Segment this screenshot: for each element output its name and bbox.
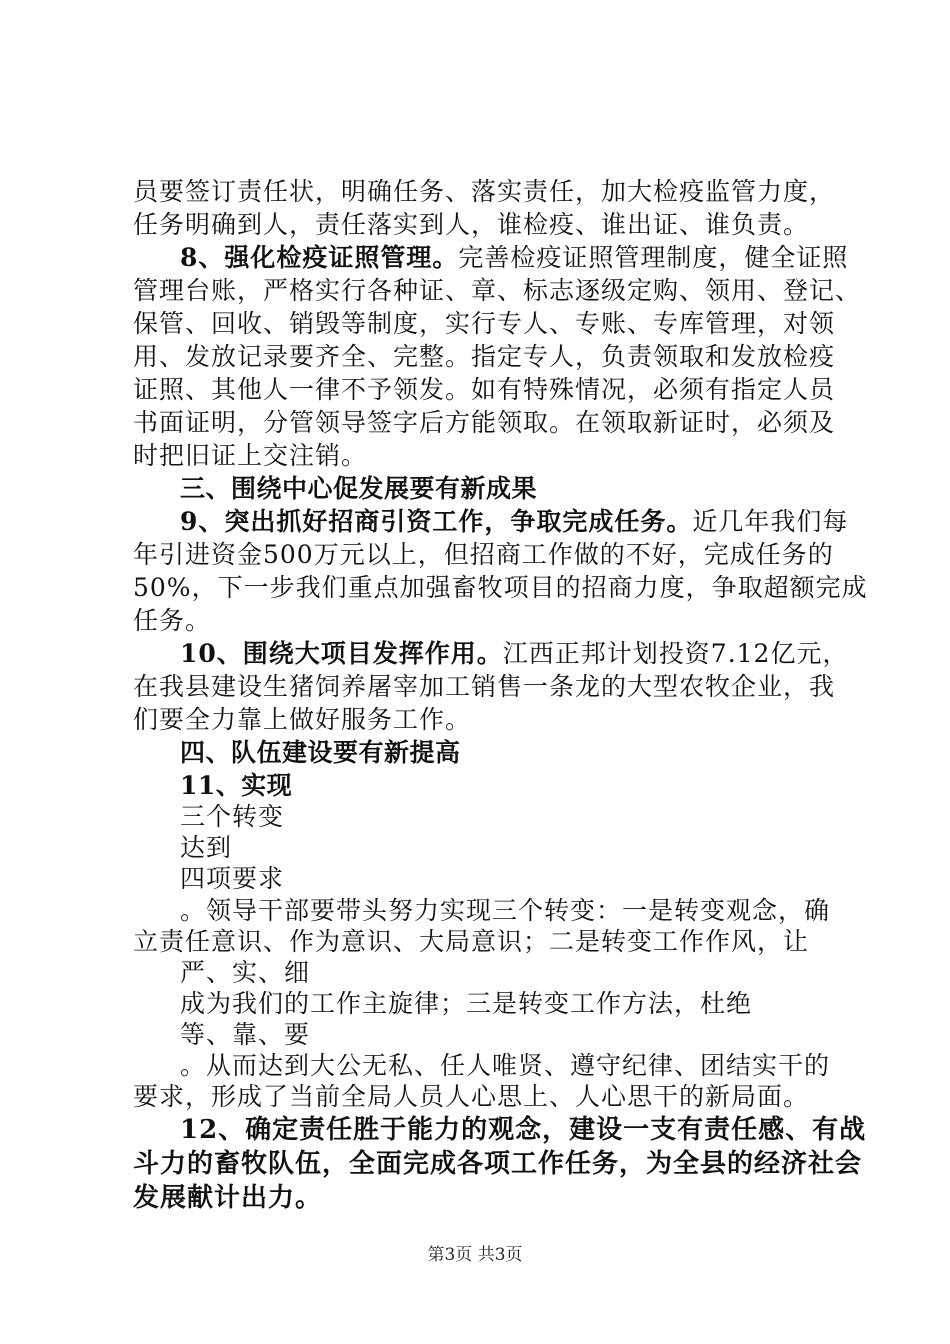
item-12-line: 12、确定责任胜于能力的观念，建设一支有责任感、有战 [180,1115,867,1145]
text-line: 证照、其他人一律不予领发。如有特殊情况，必须有指定人员 [133,375,836,404]
item-10-title: 10、围绕大项目发挥作用。 [180,639,503,668]
text-line: 50%，下一步我们重点加强畜牧项目的招商力度，争取超额完成 [133,573,868,602]
paragraph-9-start [180,506,848,538]
paragraph-10-start [180,638,848,670]
text-line: 立责任意识、作为意识、大局意识；二是转变工作作风，让 [133,927,810,956]
text-fragment: 三个转变 [180,802,285,831]
text-fragment: 等、靠、要 [180,1020,311,1049]
text-line: 任务。 [133,606,212,635]
text-line: 要求，形成了当前全局人员人心思上、人心思干的新局面。 [133,1082,810,1111]
item-11-title: 11、实现 [180,771,293,800]
text-line: 成为我们的工作主旋律；三是转变工作方法，杜绝 [180,989,753,1018]
item-8-title: 8、强化检疫证照管理。 [180,243,459,272]
text-line: 书面证明，分管领导签字后方能领取。在领取新证时，必须及 [133,408,836,437]
paragraph-8-start [180,242,848,274]
text-fragment: 严、实、细 [180,958,311,987]
section-heading-4: 四、队伍建设要有新提高 [180,738,461,767]
page-footer: 第3页 共3页 [427,1245,523,1265]
text-fragment: 四项要求 [180,864,285,893]
item-12-line: 发展献计出力。 [133,1183,323,1213]
item-12-line: 斗力的畜牧队伍，全面完成各项工作任务，为全县的经济社会 [133,1149,863,1179]
text-line: 在我县建设生猪饲养屠宰加工销售一条龙的大型农牧企业，我 [133,672,836,701]
item-9-text: 近几年我们每 [692,507,849,536]
item-9-title: 9、突出抓好招商引资工作，争取完成任务。 [180,507,693,536]
item-10-text: 江西正邦计划投资7.12亿元， [502,639,849,668]
text-line: 用、发放记录要齐全、完整。指定专人，负责领取和发放检疫 [133,342,836,371]
text-line: 。从而达到大公无私、任人唯贤、遵守纪律、团结实干的 [180,1051,831,1080]
text-line: 时把旧证上交注销。 [133,441,368,470]
text-fragment: 达到 [180,833,233,862]
text-line: 任务明确到人，责任落实到人，谁检疫、谁出证、谁负责。 [133,210,810,239]
item-8-text: 完善检疫证照管理制度，健全证照 [458,243,849,272]
text-line: 们要全力靠上做好服务工作。 [133,705,472,734]
text-line: 保管、回收、销毁等制度，实行专人、专账、专库管理，对领 [133,309,836,338]
text-line: 管理台账，严格实行各种证、章、标志逐级定购、领用、登记、 [133,276,862,305]
section-heading-3: 三、围绕中心促发展要有新成果 [180,474,538,503]
text-line: 员要签订责任状，明确任务、落实责任，加大检疫监管力度， [133,177,836,206]
text-line: 年引进资金500万元以上，但招商工作做的不好，完成任务的 [133,540,834,569]
text-line: 。领导干部要带头努力实现三个转变：一是转变观念，确 [180,896,831,925]
